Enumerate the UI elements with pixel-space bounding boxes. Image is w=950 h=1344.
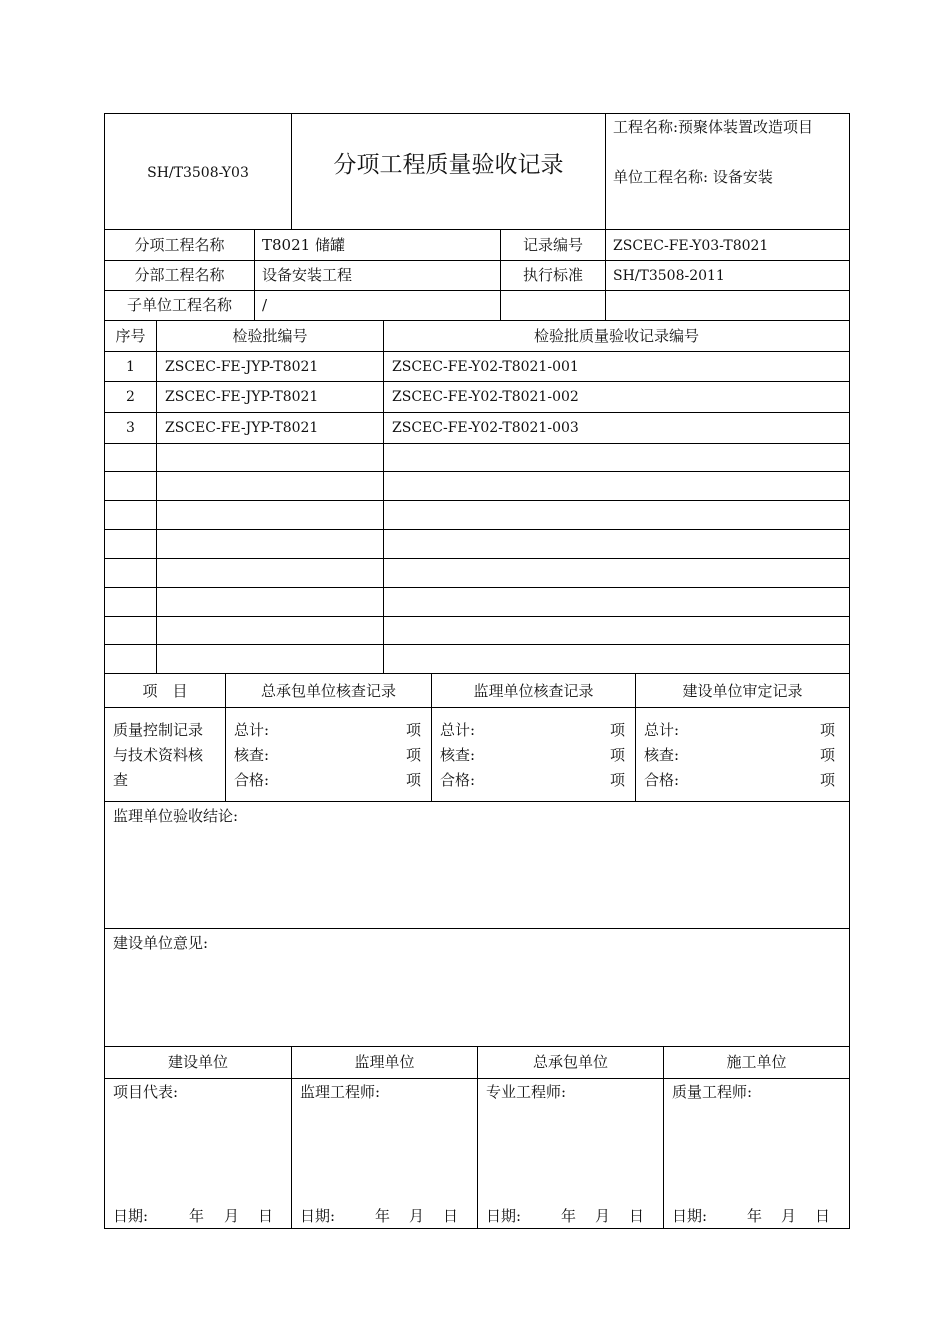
col-header-no: 序号: [115, 327, 146, 345]
sig-header-owner: 建设单位: [167, 1053, 228, 1071]
year-label: 年: [189, 1207, 205, 1225]
checked-label: 核查:: [440, 746, 476, 764]
row-record: ZSCEC-FE-Y02-T8021-002: [392, 389, 579, 405]
unit-label: 项: [406, 721, 422, 739]
checked-label: 核查:: [234, 746, 270, 764]
unit-label: 项: [406, 771, 422, 789]
date-label: 日期:: [300, 1207, 336, 1225]
sig-header-construction: 施工单位: [726, 1053, 787, 1071]
unit-project-name: 单位工程名称: 设备安装: [613, 168, 773, 186]
page-title: 分项工程质量验收记录: [333, 152, 564, 178]
unit-label: 项: [820, 771, 836, 789]
sig-role: 监理工程师:: [300, 1083, 381, 1101]
standard-label: 执行标准: [522, 266, 583, 284]
month-label: 月: [409, 1207, 425, 1225]
review-header-item: 项 目: [142, 682, 188, 700]
row-no: 3: [126, 420, 135, 436]
supervision-conclusion-label: 监理单位验收结论:: [113, 807, 239, 825]
standard-value: SH/T3508-2011: [613, 268, 725, 284]
row-batch: ZSCEC-FE-JYP-T8021: [165, 359, 319, 375]
row-no: 1: [126, 359, 135, 375]
total-label: 总计:: [234, 721, 270, 739]
day-label: 日: [443, 1207, 459, 1225]
form-code: SH/T3508-Y03: [147, 165, 249, 181]
sig-role: 质量工程师:: [672, 1083, 753, 1101]
unit-label: 项: [820, 746, 836, 764]
project-name: 工程名称:预聚体装置改造项目: [613, 118, 814, 136]
day-label: 日: [629, 1207, 645, 1225]
review-item-line: 与技术资料核: [113, 746, 204, 764]
month-label: 月: [595, 1207, 611, 1225]
date-label: 日期:: [113, 1207, 149, 1225]
subitem-value: T8021 储罐: [262, 236, 345, 254]
review-header-contractor: 总承包单位核查记录: [260, 682, 396, 700]
date-label: 日期:: [672, 1207, 708, 1225]
year-label: 年: [375, 1207, 391, 1225]
row-record: ZSCEC-FE-Y02-T8021-001: [392, 359, 579, 375]
row-batch: ZSCEC-FE-JYP-T8021: [165, 420, 319, 436]
passed-label: 合格:: [234, 771, 270, 789]
owner-opinion-label: 建设单位意见:: [113, 934, 209, 952]
month-label: 月: [781, 1207, 797, 1225]
record-no-label: 记录编号: [522, 236, 583, 254]
row-record: ZSCEC-FE-Y02-T8021-003: [392, 420, 579, 436]
passed-label: 合格:: [440, 771, 476, 789]
review-item-line: 查: [113, 771, 129, 789]
day-label: 日: [815, 1207, 831, 1225]
unit-label: 项: [406, 746, 422, 764]
subitem-label: 分项工程名称: [134, 236, 225, 254]
col-header-record: 检验批质量验收记录编号: [533, 327, 699, 345]
row-batch: ZSCEC-FE-JYP-T8021: [165, 389, 319, 405]
year-label: 年: [561, 1207, 577, 1225]
sig-role: 专业工程师:: [486, 1083, 567, 1101]
checked-label: 核查:: [644, 746, 680, 764]
row-no: 2: [126, 389, 135, 405]
total-label: 总计:: [644, 721, 680, 739]
unit-label: 项: [610, 746, 626, 764]
unit-label: 项: [610, 721, 626, 739]
subunit-value: /: [262, 296, 268, 314]
sig-header-supervision: 监理单位: [354, 1053, 415, 1071]
record-no-value: ZSCEC-FE-Y03-T8021: [613, 238, 769, 254]
sig-header-contractor: 总承包单位: [532, 1053, 608, 1071]
division-value: 设备安装工程: [262, 266, 353, 284]
month-label: 月: [224, 1207, 240, 1225]
col-header-batch: 检验批编号: [232, 327, 308, 345]
subunit-label: 子单位工程名称: [126, 296, 232, 314]
unit-label: 项: [820, 721, 836, 739]
day-label: 日: [258, 1207, 274, 1225]
review-item-line: 质量控制记录: [113, 721, 204, 739]
year-label: 年: [747, 1207, 763, 1225]
passed-label: 合格:: [644, 771, 680, 789]
unit-label: 项: [610, 771, 626, 789]
division-label: 分部工程名称: [134, 266, 225, 284]
sig-role: 项目代表:: [113, 1083, 179, 1101]
date-label: 日期:: [486, 1207, 522, 1225]
review-header-owner: 建设单位审定记录: [682, 682, 803, 700]
total-label: 总计:: [440, 721, 476, 739]
review-header-supervision: 监理单位核查记录: [473, 682, 594, 700]
